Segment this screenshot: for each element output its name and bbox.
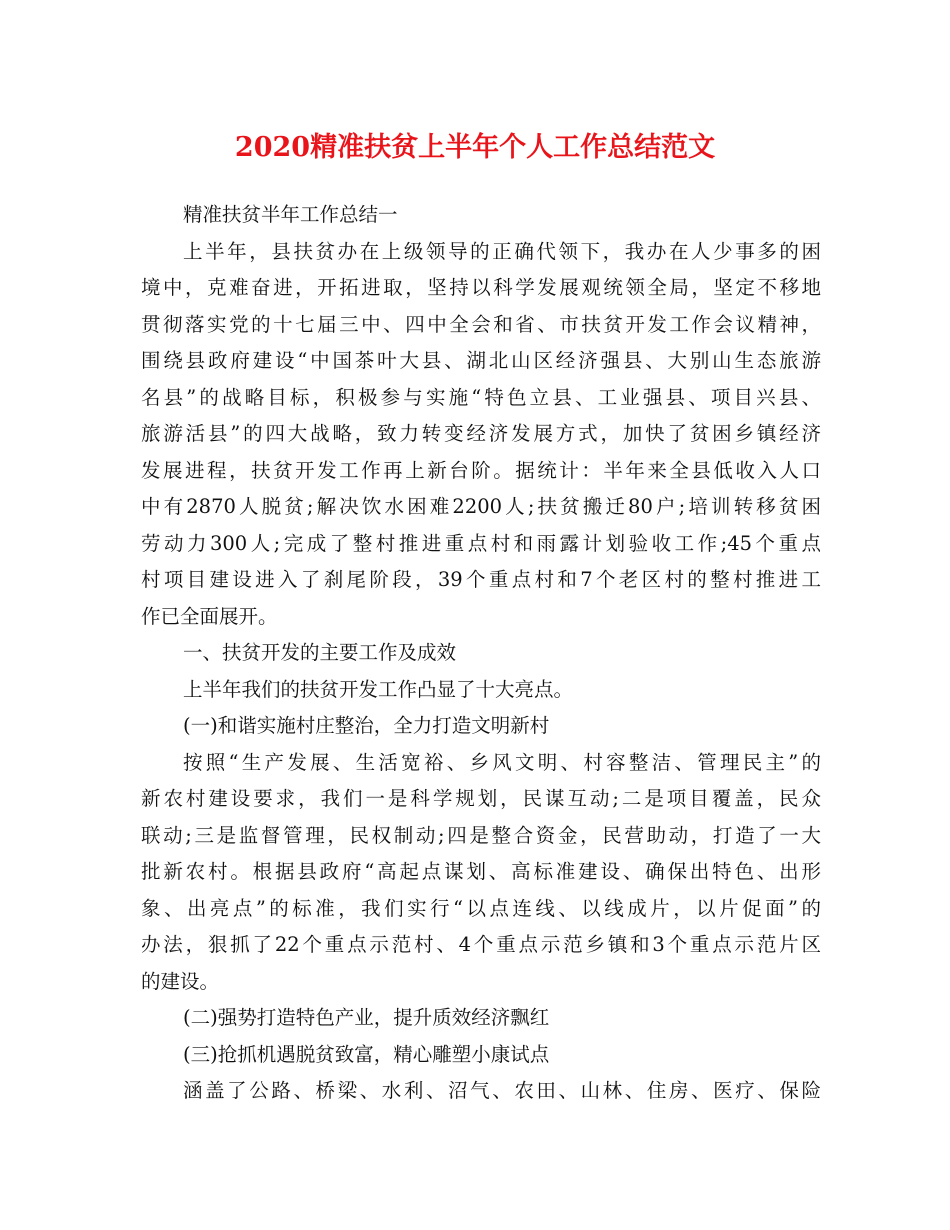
body-text-line: 涵盖了公路、桥梁、水利、沼气、农田、山林、住房、医疗、保险 bbox=[183, 1079, 821, 1102]
body-text-line: 名县”的战略目标，积极参与实施“特色立县、工业强县、项目兴县、 bbox=[141, 385, 821, 409]
body-text-line: 发展进程，扶贫开发工作再上新台阶。据统计：半年来全县低收入人口 bbox=[141, 458, 821, 482]
body-text-line: 办法，狠抓了22个重点示范村、4个重点示范乡镇和3个重点示范片区 bbox=[141, 933, 821, 956]
body-text-line: 新农村建设要求，我们一是科学规划，民谋互动;二是项目覆盖，民众 bbox=[141, 787, 821, 810]
body-text-line: 围绕县政府建设“中国茶叶大县、湖北山区经济强县、大别山生态旅游 bbox=[141, 349, 821, 372]
body-text-line: 村项目建设进入了刹尾阶段，39个重点村和7个老区村的整村推进工 bbox=[141, 568, 821, 591]
document-body bbox=[141, 197, 821, 1110]
body-text-line: 劳动力300人;完成了整村推进重点村和雨露计划验收工作;45个重点 bbox=[141, 531, 821, 555]
body-text-line: 旅游活县”的四大战略，致力转变经济发展方式，加快了贫困乡镇经济 bbox=[141, 422, 821, 445]
body-text-line: 批新农村。根据县政府“高起点谋划、高标准建设、确保出特色、出形 bbox=[141, 860, 821, 883]
body-text-line: 精准扶贫半年工作总结一 bbox=[183, 203, 398, 226]
body-text-line: (一)和谐实施村庄整治，全力打造文明新村 bbox=[183, 714, 550, 737]
body-text-line: 象、出亮点”的标准，我们实行“以点连线、以线成片，以片促面”的 bbox=[141, 896, 821, 920]
body-text-line: 作已全面展开。 bbox=[141, 604, 278, 628]
document-title: 2020精准扶贫上半年个人工作总结范文 bbox=[234, 132, 716, 163]
body-text-line: 联动;三是监督管理，民权制动;四是整合资金，民营助动，打造了一大 bbox=[141, 823, 821, 847]
body-text-line: 上半年我们的扶贫开发工作凸显了十大亮点。 bbox=[183, 677, 574, 701]
body-text-line: 贯彻落实党的十七届三中、四中全会和省、市扶贫开发工作会议精神， bbox=[141, 312, 821, 336]
body-text-line: 一、扶贫开发的主要工作及成效 bbox=[183, 641, 457, 664]
body-text-line: 按照“生产发展、生活宽裕、乡风文明、村容整洁、管理民主”的 bbox=[183, 750, 821, 774]
body-text-line: (二)强势打造特色产业，提升质效经济飘红 bbox=[183, 1006, 550, 1029]
body-text-line: 境中，克难奋进，开拓进取，坚持以科学发展观统领全局，坚定不移地 bbox=[141, 276, 821, 299]
body-text-line: (三)抢抓机遇脱贫致富，精心雕塑小康试点 bbox=[183, 1042, 550, 1066]
body-text-line: 上半年，县扶贫办在上级领导的正确代领下，我办在人少事多的困 bbox=[183, 239, 821, 263]
body-text-line: 中有2870人脱贫;解决饮水困难2200人;扶贫搬迁80户;培训转移贫困 bbox=[141, 495, 821, 518]
body-text-line: 的建设。 bbox=[141, 969, 220, 993]
